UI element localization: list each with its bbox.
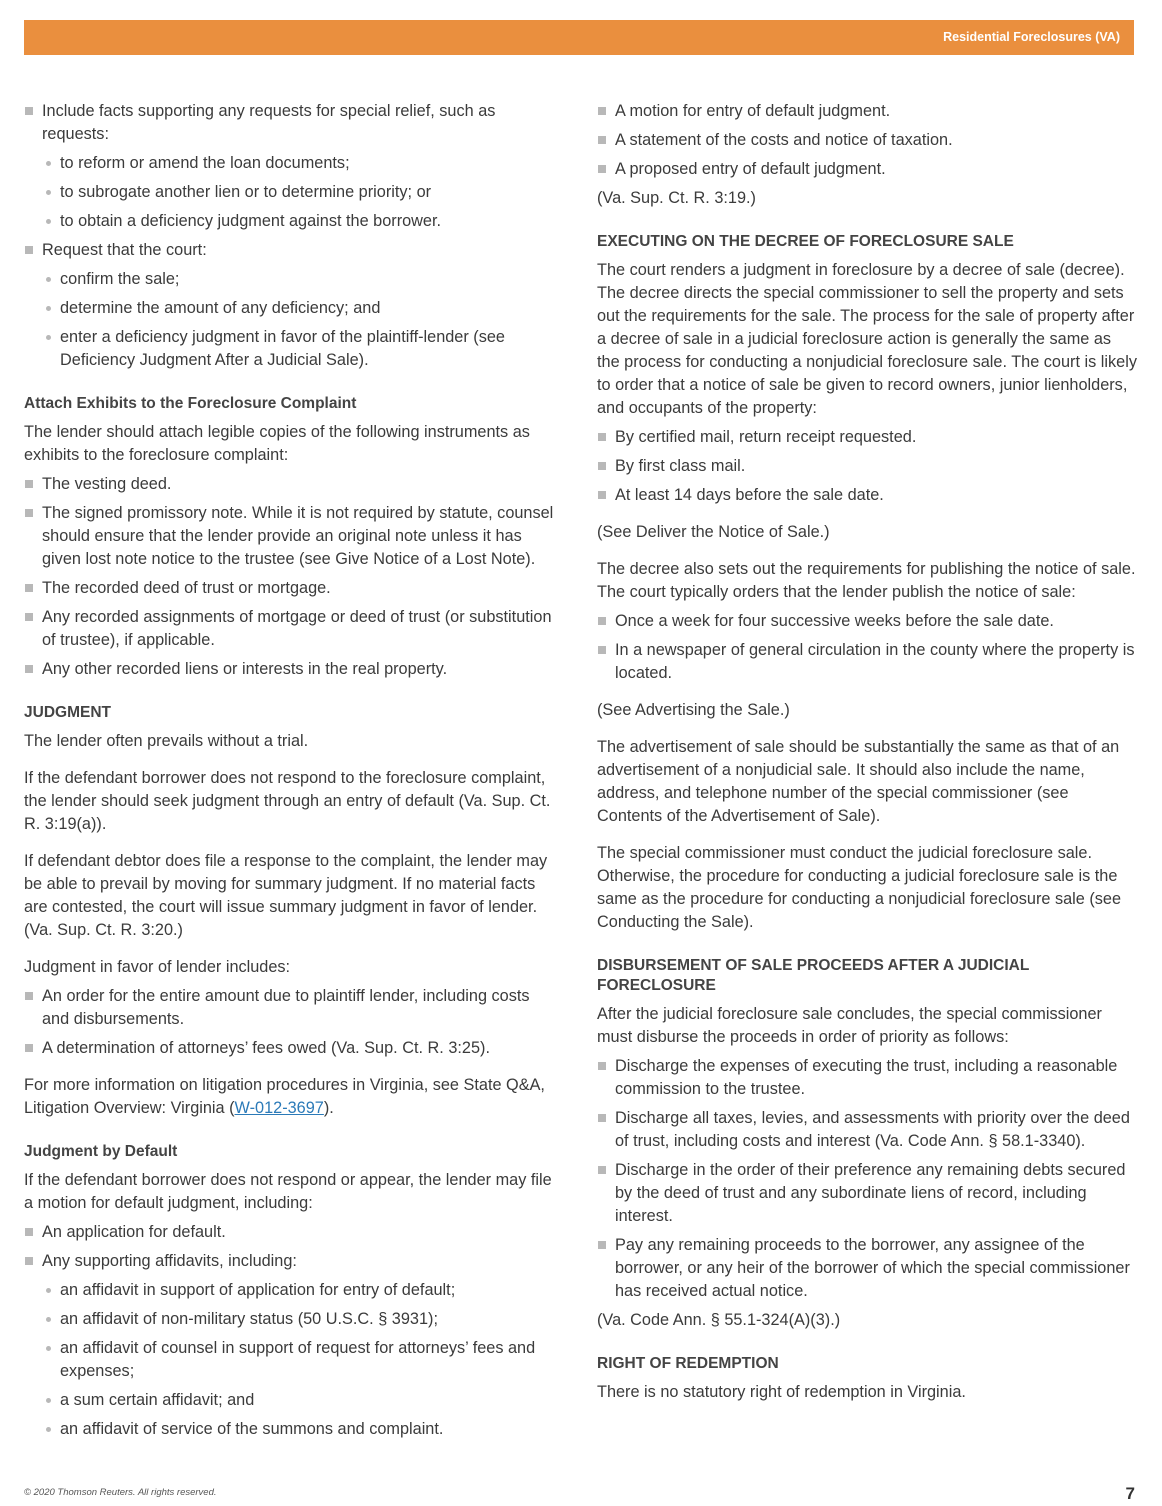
list-item: Discharge in the order of their preference any remaining debts secured by the deed of trust and any subordinate liens of record, including interest. <box>597 1159 1137 1228</box>
list-item: to obtain a deficiency judgment against the borrower. <box>42 210 554 233</box>
copyright-notice: © 2020 Thomson Reuters. All rights reserved. <box>24 1487 217 1498</box>
default-intro: If the defendant borrower does not respond or appear, the lender may file a motion for default judgment, including: <box>24 1171 552 1212</box>
list-item: Any recorded assignments of mortgage or deed of trust (or substitution of trustee), if applicable. <box>24 606 554 652</box>
litigation-overview-link[interactable]: W-012-3697 <box>234 1099 324 1117</box>
paragraph: The decree also sets out the requirements for publishing the notice of sale. The court typically orders that the lender publish the notice of sale: <box>597 560 1136 601</box>
paragraph: Judgment in favor of lender includes: <box>24 958 291 976</box>
list-item: an affidavit of service of the summons and complaint. <box>42 1418 554 1441</box>
left-column <box>24 100 554 1455</box>
exhibits-heading: Attach Exhibits to the Foreclosure Complaint <box>24 395 357 412</box>
right-column <box>597 100 1137 1418</box>
paragraph: The lender often prevails without a trial. <box>24 732 309 750</box>
list-item: to subrogate another lien or to determine priority; or <box>42 181 554 204</box>
citation: (Va. Sup. Ct. R. 3:19.) <box>597 189 756 207</box>
exhibits-list <box>24 473 554 681</box>
judgment-heading: JUDGMENT <box>24 704 111 721</box>
list-item: Once a week for four successive weeks before the sale date. <box>597 610 1137 633</box>
see-reference: (See Advertising the Sale.) <box>597 701 790 719</box>
paragraph: The advertisement of sale should be substantially the same as that of an advertisement of a nonjudicial sale. It should also include the name, address, and telephone number of the special commissioner (see Contents of the Advertisement of Sale). <box>597 738 1120 825</box>
header-bar <box>24 20 1134 55</box>
list-item: By certified mail, return receipt requested. <box>597 426 1137 449</box>
list-item: In a newspaper of general circulation in the county where the property is located. <box>597 639 1137 685</box>
redemption-heading: RIGHT OF REDEMPTION <box>597 1355 779 1372</box>
paragraph: After the judicial foreclosure sale concludes, the special commissioner must disburse the proceeds in order of priority as follows: <box>597 1005 1102 1046</box>
list-item: The signed promissory note. While it is not required by statute, counsel should ensure that the lender provide an original note unless it has given lost note notice to the trustee (see Give Notice of a Lost Note). <box>24 502 554 571</box>
paragraph: If defendant debtor does file a response to the complaint, the lender may be able to prevail by moving for summary judgment. If no material facts are contested, the court will issue summary judgment in favor of lender. (Va. Sup. Ct. R. 3:20.) <box>24 852 548 939</box>
relief-sublist <box>42 152 554 233</box>
list-item: Any supporting affidavits, including: an affidavit in support of application for entry of default; an affidavit of non-military status (50 U.S.C. § 3931); an affidavit of counsel in support of request for attorneys’ fees and expenses; a sum certain affidavit; and an affidavit of service of the summons and complaint. <box>24 1250 554 1441</box>
list-item: an affidavit in support of application for entry of default; <box>42 1279 554 1302</box>
list-item: Request that the court: confirm the sale; determine the amount of any deficiency; and enter a deficiency judgment in favor of the plaintiff-lender (see Deficiency Judgment After a Judicial Sale). <box>24 239 554 372</box>
paragraph: The court renders a judgment in foreclosure by a decree of sale (decree). The decree directs the special commissioner to sell the property and sets out the requirements for the sale. The process for the sale of property after a decree of sale in a judicial foreclosure action is generally the same as the process for conducting a nonjudicial foreclosure sale. The court is likely to order that a notice of sale be given to record owners, junior lienholders, and occupants of the property: <box>597 261 1137 417</box>
request-sublist <box>42 268 554 372</box>
list-item: determine the amount of any deficiency; and <box>42 297 554 320</box>
citation: (Va. Code Ann. § 55.1-324(A)(3).) <box>597 1311 841 1329</box>
see-reference: (See Deliver the Notice of Sale.) <box>597 523 830 541</box>
more-info-paragraph: For more information on litigation procedures in Virginia, see State Q&A, Litigation Overview: Virginia (W-012-3697). <box>24 1076 545 1117</box>
executing-heading: EXECUTING ON THE DECREE OF FORECLOSURE SALE <box>597 233 1014 250</box>
list-item: an affidavit of non-military status (50 U.S.C. § 3931); <box>42 1308 554 1331</box>
list-item: to reform or amend the loan documents; <box>42 152 554 175</box>
publishing-list <box>597 610 1137 685</box>
list-item: Discharge all taxes, levies, and assessments with priority over the deed of trust, including costs and interest (Va. Code Ann. § 58.1-3340). <box>597 1107 1137 1153</box>
list-item: A motion for entry of default judgment. <box>597 100 1137 123</box>
list-item: Discharge the expenses of executing the trust, including a reasonable commission to the trustee. <box>597 1055 1137 1101</box>
page-number: 7 <box>1125 1484 1135 1503</box>
judgment-list <box>24 985 554 1060</box>
default-list-continued <box>597 100 1137 181</box>
list-item: At least 14 days before the sale date. <box>597 484 1137 507</box>
exhibits-intro: The lender should attach legible copies of the following instruments as exhibits to the foreclosure complaint: <box>24 423 530 464</box>
list-item: Any other recorded liens or interests in the real property. <box>24 658 554 681</box>
list-item: an affidavit of counsel in support of request for attorneys’ fees and expenses; <box>42 1337 554 1383</box>
affidavit-sublist <box>42 1279 554 1441</box>
disbursement-list <box>597 1055 1137 1303</box>
list-item: The vesting deed. <box>24 473 554 496</box>
relief-list <box>24 100 554 372</box>
list-item: A determination of attorneys’ fees owed (Va. Sup. Ct. R. 3:25). <box>24 1037 554 1060</box>
document-title: Residential Foreclosures (VA) <box>943 30 1120 44</box>
list-item: By first class mail. <box>597 455 1137 478</box>
paragraph: The special commissioner must conduct the judicial foreclosure sale. Otherwise, the procedure for conducting a judicial foreclosure sale is the same as the procedure for conducting a nonjudicial foreclosure sale (see Conducting the Sale). <box>597 844 1122 931</box>
notice-list <box>597 426 1137 507</box>
list-item: An order for the entire amount due to plaintiff lender, including costs and disbursements. <box>24 985 554 1031</box>
list-item: enter a deficiency judgment in favor of the plaintiff-lender (see Deficiency Judgment After a Judicial Sale). <box>42 326 554 372</box>
list-item: The recorded deed of trust or mortgage. <box>24 577 554 600</box>
list-item: Pay any remaining proceeds to the borrower, any assignee of the borrower, or any heir of the borrower of which the special commissioner has received actual notice. <box>597 1234 1137 1303</box>
default-heading: Judgment by Default <box>24 1143 178 1160</box>
list-item: A statement of the costs and notice of taxation. <box>597 129 1137 152</box>
list-item: A proposed entry of default judgment. <box>597 158 1137 181</box>
paragraph: If the defendant borrower does not respond to the foreclosure complaint, the lender should seek judgment through an entry of default (Va. Sup. Ct. R. 3:19(a)). <box>24 769 551 833</box>
list-item: An application for default. <box>24 1221 554 1244</box>
default-list <box>24 1221 554 1441</box>
list-item: Include facts supporting any requests for special relief, such as requests: to reform or amend the loan documents; to subrogate another lien or to determine priority; or to obtain a deficiency judgment against the borrower. <box>24 100 554 233</box>
list-item: a sum certain affidavit; and <box>42 1389 554 1412</box>
list-item: confirm the sale; <box>42 268 554 291</box>
paragraph: There is no statutory right of redemption in Virginia. <box>597 1383 966 1401</box>
disbursement-heading: DISBURSEMENT OF SALE PROCEEDS AFTER A JUDICIAL FORECLOSURE <box>597 957 1030 994</box>
